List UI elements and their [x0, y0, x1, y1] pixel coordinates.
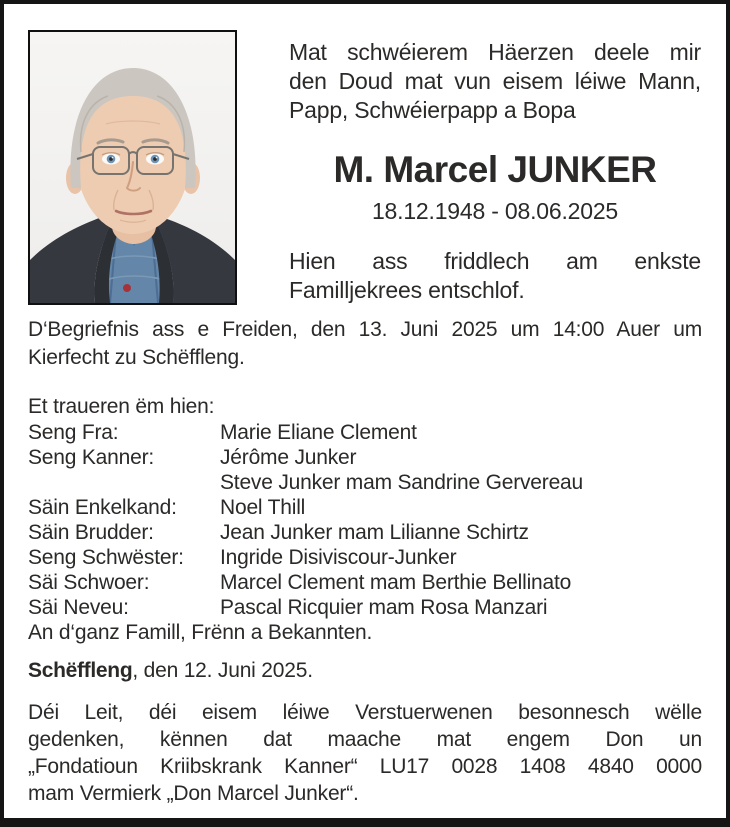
life-dates: 18.12.1948 - 08.06.2025	[371, 197, 619, 224]
mourner-row	[28, 545, 702, 570]
portrait-illustration	[30, 32, 235, 303]
portrait-photo	[28, 30, 237, 305]
header-column	[289, 38, 701, 305]
mourner-value: Jean Junker mam Lilianne Schirtz	[220, 521, 529, 544]
funeral-info	[28, 316, 702, 372]
mourners-heading: Et traueren ëm hien:	[28, 395, 215, 418]
mourner-label: Säi Schwoer:	[28, 571, 150, 594]
donation-line: „Fondatioun Kriibskrank Kanner“ LU17 0028 1408 4840 0000	[28, 755, 702, 778]
intro-line: Mat schwéierem Häerzen deele mir	[289, 39, 701, 65]
place-date-rest: , den 12. Juni 2025.	[132, 659, 313, 682]
mourner-label: Säi Neveu:	[28, 596, 129, 619]
intro-paragraph	[289, 38, 701, 125]
intro-line: Papp, Schwéierpapp a Bopa	[289, 97, 576, 123]
place-date-line	[28, 658, 702, 684]
mourner-label: Säin Enkelkand:	[28, 496, 177, 519]
donation-line: gedenken, kënnen dat maache mat engem Don un	[28, 728, 702, 751]
donation-line: mam Vermierk „Don Marcel Junker“.	[28, 782, 359, 805]
deceased-name: M. Marcel JUNKER	[333, 149, 657, 190]
mourner-value: Pascal Ricquier mam Rosa Manzari	[220, 596, 548, 619]
mourner-value: Marcel Clement mam Berthie Bellinato	[220, 571, 572, 594]
mourner-label: Seng Kanner:	[28, 446, 155, 469]
mourner-label	[28, 470, 220, 495]
mourner-label: Säin Brudder:	[28, 521, 154, 544]
donation-line: Déi Leit, déi eisem léiwe Verstuerwenen besonnesch wëlle	[28, 701, 702, 724]
mourner-label: Seng Fra:	[28, 421, 119, 444]
donation-paragraph	[28, 699, 702, 807]
shirt-button	[123, 284, 131, 292]
death-statement-line: Hien ass friddlech am enkste	[289, 247, 701, 274]
family-closing: An d‘ganz Famill, Frënn a Bekannten.	[28, 621, 373, 644]
mourner-value: Jérôme Junker	[220, 446, 357, 469]
mourner-row	[28, 595, 702, 620]
funeral-info-line: Kierfecht zu Schëffleng.	[28, 346, 245, 369]
mourner-row	[28, 520, 702, 545]
mourner-value: Ingride Disiviscour-Junker	[220, 546, 457, 569]
mourner-row	[28, 445, 702, 470]
mourner-value: Noel Thill	[220, 496, 306, 519]
funeral-info-line: D‘Begriefnis ass e Freiden, den 13. Juni 2025 um 14:00 Auer um	[28, 318, 702, 341]
mourner-value: Marie Eliane Clement	[220, 421, 417, 444]
mourner-label: Seng Schwëster:	[28, 546, 184, 569]
death-statement-line: Familljekrees entschlof.	[289, 276, 525, 303]
death-statement	[289, 247, 701, 305]
mourner-row	[28, 570, 702, 595]
mourner-row	[28, 470, 702, 495]
mourners-list	[28, 420, 702, 620]
place-name: Schëffleng	[28, 659, 133, 682]
mourner-value: Steve Junker mam Sandrine Gervereau	[220, 471, 584, 494]
mourner-row	[28, 495, 702, 520]
intro-line: den Doud mat vun eisem léiwe Mann,	[289, 68, 701, 94]
notice-body	[28, 316, 702, 807]
mourner-row	[28, 420, 702, 445]
